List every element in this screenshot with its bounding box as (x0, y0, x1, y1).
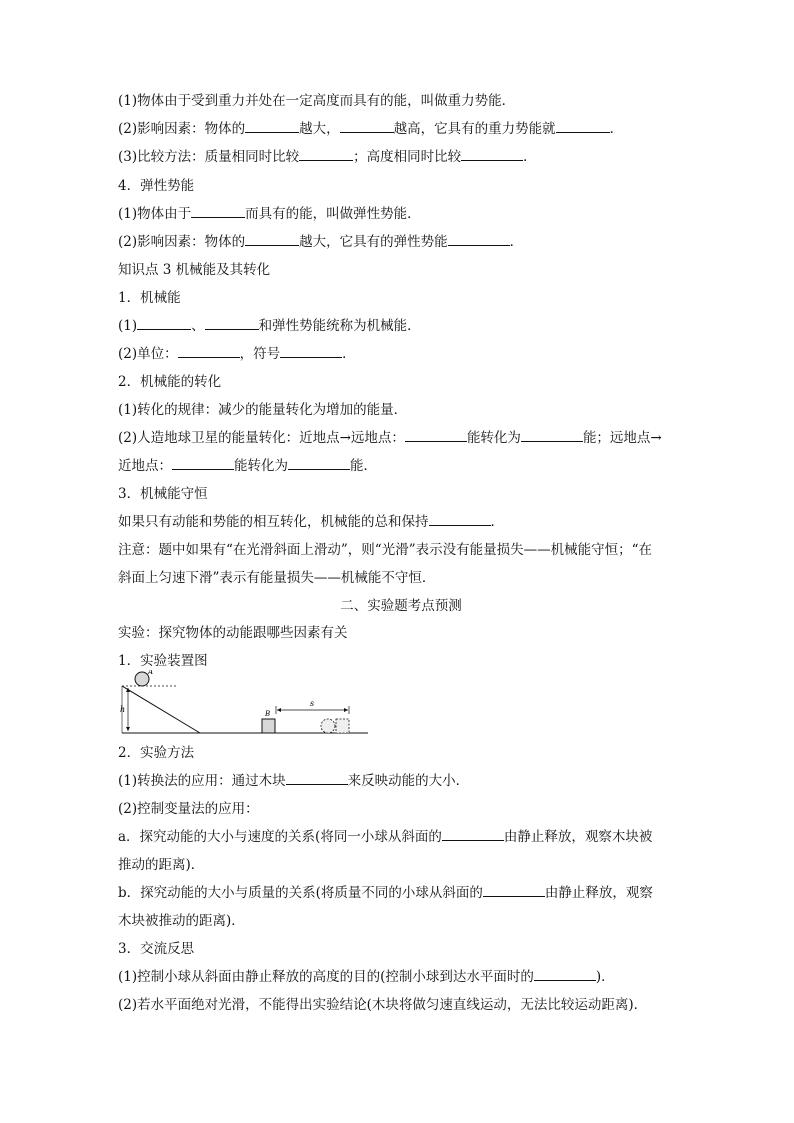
answer-blank[interactable] (191, 205, 245, 218)
answer-blank[interactable] (448, 233, 510, 246)
heading-energy-conversion (118, 373, 221, 391)
text: 越大， (299, 121, 340, 137)
line-satellite-2 (118, 457, 377, 475)
label-b: B (265, 710, 271, 718)
line-gravity-def (118, 92, 515, 110)
answer-blank[interactable] (556, 120, 610, 133)
text: 2．实验方法 (118, 745, 195, 761)
line-reflection-1 (118, 968, 615, 986)
text: 4．弹性势能 (118, 178, 195, 194)
line-gravity-factors (118, 120, 623, 138)
text: 由静止释放，观察 (544, 885, 653, 901)
answer-blank[interactable] (461, 148, 523, 161)
heading-apparatus (118, 652, 208, 670)
label-a: A (148, 670, 154, 676)
line-experiment-title (118, 624, 348, 642)
line-reflection-2 (118, 996, 647, 1014)
line-speed-relation-cont (118, 856, 204, 874)
answer-blank[interactable] (137, 317, 191, 330)
arrow-head-icon (126, 727, 130, 731)
block-b (262, 719, 275, 733)
text: 、 (191, 318, 205, 334)
text: ． (509, 234, 524, 250)
text: (2)若水平面绝对光滑，不能得出实验结论(木块将做匀速直线运动，无法比较运动距离)． (118, 997, 648, 1013)
line-gravity-compare (118, 148, 537, 166)
text: (1)物体由于受到重力并处在一定高度而具有的能，叫做重力势能． (118, 93, 516, 109)
text: 而具有的能，叫做弹性势能． (245, 206, 421, 222)
text: 能转化为 (466, 430, 521, 446)
answer-blank[interactable] (280, 345, 342, 358)
answer-blank[interactable] (442, 828, 504, 841)
line-mechanical-def (118, 317, 421, 335)
text: ． (490, 514, 504, 530)
line-control-variable (118, 800, 259, 818)
text: 能转化为 (234, 458, 288, 474)
answer-blank[interactable] (172, 457, 234, 470)
answer-blank[interactable] (340, 120, 394, 133)
line-elastic-factors (118, 233, 523, 251)
line-elastic-def (118, 205, 421, 223)
line-note-1 (118, 541, 652, 559)
text: 和弹性势能统称为机械能． (258, 318, 421, 334)
text: 实验：探究物体的动能跟哪些因素有关 (118, 625, 348, 641)
text: 来反映动能的大小． (347, 773, 470, 789)
heading-conservation (118, 485, 208, 503)
text: (1)转换法的应用：通过木块 (118, 773, 286, 789)
text: 越大，它具有的弹性势能 (299, 234, 448, 250)
answer-blank[interactable] (245, 233, 299, 246)
heading-knowledge-point-3 (118, 261, 270, 279)
text: ． (523, 149, 537, 165)
answer-blank[interactable] (299, 148, 353, 161)
line-mass-relation (118, 884, 653, 902)
ball-a (135, 672, 149, 686)
answer-blank[interactable] (483, 884, 545, 897)
line-note-2 (118, 569, 435, 587)
text: (3)比较方法：质量相同时比较 (118, 149, 300, 165)
line-satellite-1 (118, 429, 662, 447)
arrow-head-icon (344, 708, 348, 712)
text: (2)单位： (118, 346, 178, 362)
answer-blank[interactable] (429, 513, 491, 526)
text: 越高，它具有的重力势能就 (393, 121, 556, 137)
answer-blank[interactable] (405, 429, 467, 442)
text: 1．实验装置图 (118, 653, 208, 669)
text: )． (595, 969, 615, 985)
text: 如果只有动能和势能的相互转化，机械能的总和保持 (118, 514, 429, 530)
text: 斜面上匀速下滑”表示有能量损失——机械能不守恒． (118, 570, 436, 586)
text: (1)物体由于 (118, 206, 192, 222)
line-speed-relation (118, 828, 652, 846)
incline-surface (122, 686, 200, 733)
text: ． (609, 121, 624, 137)
answer-blank[interactable] (534, 968, 596, 981)
text: (1)控制小球从斜面由静止释放的高度的目的(控制小球到达水平面时的 (118, 969, 534, 985)
text: 近地点： (118, 458, 172, 474)
text: 推动的距离)． (118, 857, 205, 873)
heading-mechanical-energy (118, 289, 181, 307)
text: (1) (118, 318, 138, 334)
text: (2)影响因素：物体的 (118, 234, 246, 250)
arrow-head-icon (277, 708, 281, 712)
text: (2)影响因素：物体的 (118, 121, 246, 137)
answer-blank[interactable] (205, 317, 259, 330)
answer-blank[interactable] (286, 772, 348, 785)
text: (1)转化的规律：减少的能量转化为增加的能量． (118, 402, 408, 418)
line-conversion-rule (118, 401, 407, 419)
line-conservation-def (118, 513, 504, 531)
text: 木块被推动的距离)． (118, 913, 245, 929)
answer-blank[interactable] (245, 120, 299, 133)
label-s: s (310, 699, 315, 708)
answer-blank[interactable] (288, 457, 350, 470)
text: 注意：题中如果有“在光滑斜面上滑动”，则“光滑”表示没有能量损失——机械能守恒；“在 (118, 542, 653, 558)
text: (2)人造地球卫星的能量转化：近地点→远地点： (118, 430, 405, 446)
text: ；高度相同时比较 (353, 149, 462, 165)
text: b．探究动能的大小与质量的关系(将质量不同的小球从斜面的 (118, 885, 483, 901)
text: 3．交流反思 (118, 941, 195, 957)
ghost-block (336, 719, 349, 733)
ghost-ball (321, 719, 335, 733)
section-title-experiment (118, 597, 684, 615)
apparatus-diagram (118, 670, 378, 736)
text: 知识点 3 机械能及其转化 (118, 262, 271, 278)
text: (2)控制变量法的应用： (118, 801, 259, 817)
text: 2．机械能的转化 (118, 374, 222, 390)
line-unit (118, 345, 356, 363)
label-h: h (120, 705, 126, 714)
text: 1．机械能 (118, 290, 181, 306)
answer-blank[interactable] (521, 429, 583, 442)
heading-method (118, 744, 194, 762)
heading-reflection (118, 940, 194, 958)
text: ． (342, 346, 356, 362)
text: 二、实验题考点预测 (340, 598, 462, 614)
text: 能；远地点→ (582, 430, 662, 446)
text: 能． (350, 458, 377, 474)
answer-blank[interactable] (178, 345, 240, 358)
heading-elastic-energy (118, 177, 194, 195)
text: ，符号 (239, 346, 281, 362)
text: a．探究动能的大小与速度的关系(将同一小球从斜面的 (118, 829, 442, 845)
text: 3．机械能守恒 (118, 486, 208, 502)
line-mass-relation-cont (118, 912, 245, 930)
text: 由静止释放，观察木块被 (503, 829, 653, 845)
line-conversion-method (118, 772, 469, 790)
